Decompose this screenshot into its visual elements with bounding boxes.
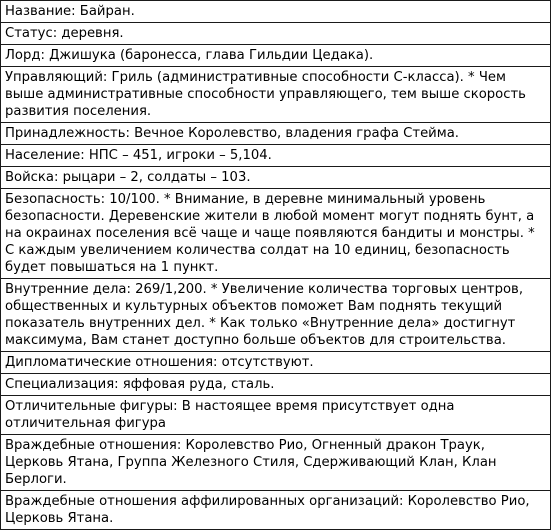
row-troops — [1, 167, 551, 189]
affiliation-cell: Принадлежность: Вечное Королевство, владения графа Стейма. — [1, 123, 551, 145]
row-distinctive-figures — [1, 396, 551, 435]
population-cell: Население: НПС – 451, игроки – 5,104. — [1, 145, 551, 167]
distinctive-figures-cell: Отличительные фигуры: В настоящее время присутствует одна отличительная фигура — [1, 396, 551, 435]
diplomacy-cell: Дипломатические отношения: отсутствуют. — [1, 352, 551, 374]
troops-cell: Войска: рыцари – 2, солдаты – 103. — [1, 167, 551, 189]
status-cell: Статус: деревня. — [1, 23, 551, 45]
row-name — [1, 1, 551, 23]
row-specialization — [1, 374, 551, 396]
row-status — [1, 23, 551, 45]
row-manager — [1, 67, 551, 123]
security-cell: Безопасность: 10/100. * Внимание, в деревне минимальный уровень безопасности. Деревенские жители в любой момент могут поднять бунт, а на окраинах поселения всё чаще и чаще появляются бандиты и монстры. * С каждым увеличением количества солдат на 10 единиц, безопасность будет повышаться на 1 пункт. — [1, 189, 551, 279]
row-hostile-relations — [1, 435, 551, 491]
specialization-cell: Специализация: яффовая руда, сталь. — [1, 374, 551, 396]
name-cell: Название: Байран. — [1, 1, 551, 23]
internal-affairs-cell: Внутренние дела: 269/1,200. * Увеличение количества торговых центров, общественных и культурных объектов поможет Вам поднять текущий показатель внутренних дел. * Как только «Внутренние дела» достигнут максимума, Вам станет доступно больше объектов для строительства. — [1, 279, 551, 352]
row-lord — [1, 45, 551, 67]
row-internal-affairs — [1, 279, 551, 352]
lord-cell: Лорд: Джишука (баронесса, глава Гильдии Цедака). — [1, 45, 551, 67]
row-affiliation — [1, 123, 551, 145]
row-security — [1, 189, 551, 279]
manager-cell: Управляющий: Гриль (административные способности С-класса). * Чем выше административные способности управляющего, тем выше скорость развития поселения. — [1, 67, 551, 123]
affiliated-hostile-relations-cell: Враждебные отношения аффилированных организаций: Королевство Рио, Церковь Ятана. — [1, 491, 551, 530]
row-affiliated-hostile-relations — [1, 491, 551, 530]
row-population — [1, 145, 551, 167]
row-diplomacy — [1, 352, 551, 374]
hostile-relations-cell: Враждебные отношения: Королевство Рио, Огненный дракон Траук, Церковь Ятана, Группа Железного Стиля, Сдерживающий Клан, Клан Берлоги. — [1, 435, 551, 491]
